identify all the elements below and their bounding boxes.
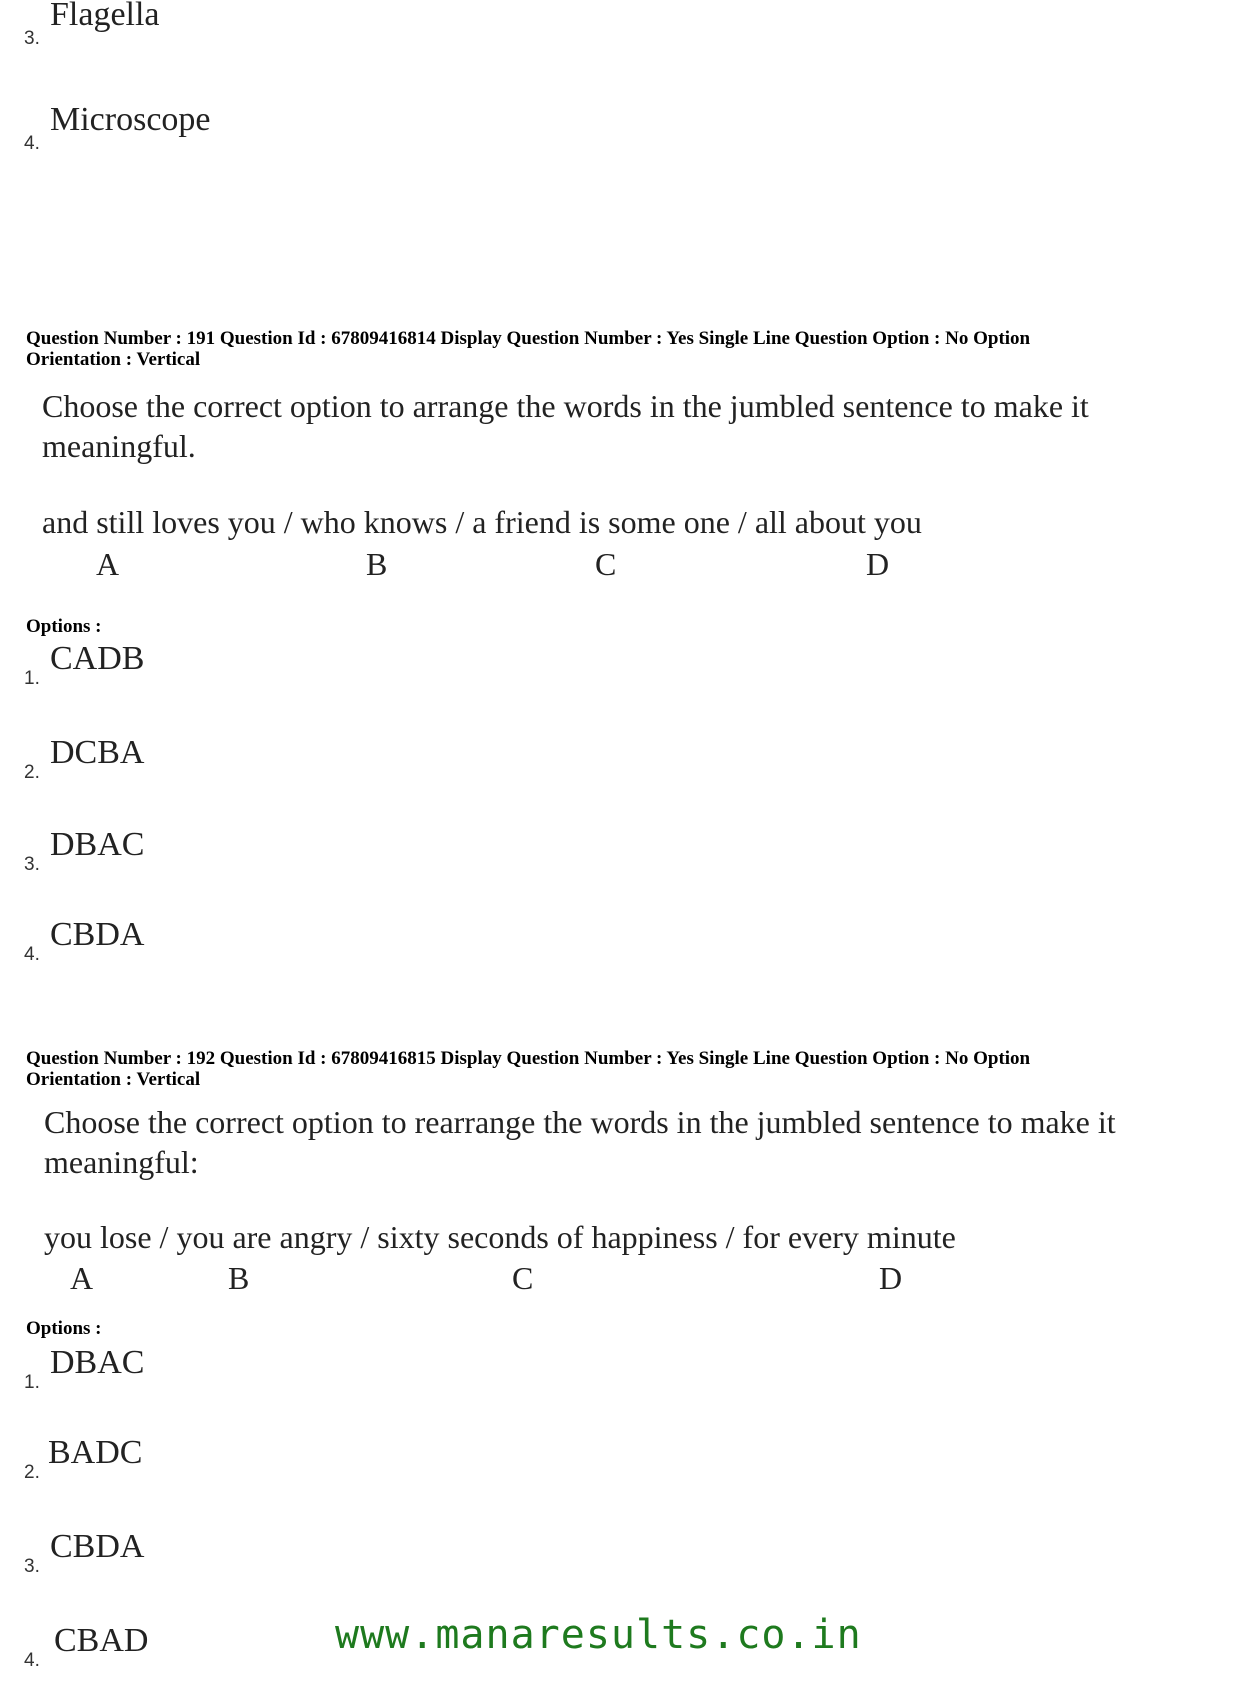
option-text: BADC	[48, 1434, 143, 1471]
question-text-line: Choose the correct option to arrange the words in the jumbled sentence to make it	[42, 388, 1089, 424]
site-watermark: www.manaresults.co.in	[335, 1612, 862, 1658]
option-text: DBAC	[50, 1344, 145, 1381]
segment-letter-b: B	[228, 1260, 250, 1296]
option-item	[24, 1334, 324, 1394]
option-item	[24, 95, 324, 155]
option-text: CADB	[50, 640, 145, 677]
option-number: 3.	[24, 854, 40, 875]
option-number: 4.	[24, 133, 40, 154]
option-text: CBAD	[54, 1622, 149, 1659]
jumbled-sentence: and still loves you / who knows / a friend is some one / all about you	[42, 504, 922, 540]
question-meta-line: Orientation : Vertical	[26, 349, 201, 370]
option-number: 1.	[24, 1372, 40, 1393]
option-text: Flagella	[50, 0, 160, 33]
question-text-line: meaningful.	[42, 428, 196, 464]
segment-letter-a: A	[96, 546, 120, 582]
option-item	[24, 1424, 324, 1484]
segment-letter-a: A	[70, 1260, 94, 1296]
option-item	[24, 724, 324, 784]
option-text: DBAC	[50, 826, 145, 863]
option-item	[24, 1612, 324, 1672]
question-text-line: meaningful:	[44, 1144, 199, 1180]
jumbled-sentence: you lose / you are angry / sixty seconds of happiness / for every minute	[44, 1219, 956, 1255]
segment-letter-d: D	[879, 1260, 903, 1296]
option-item	[24, 630, 324, 690]
option-number: 4.	[24, 1650, 40, 1671]
segment-letter-c: C	[595, 546, 617, 582]
option-item	[24, 816, 324, 876]
option-item	[24, 0, 324, 50]
option-text: CBDA	[50, 916, 145, 953]
option-number: 3.	[24, 28, 40, 49]
option-number: 2.	[24, 762, 40, 783]
option-number: 4.	[24, 944, 40, 965]
segment-letter-b: B	[366, 546, 388, 582]
option-item	[24, 1518, 324, 1578]
option-item	[24, 906, 324, 966]
question-meta-line: Question Number : 191 Question Id : 67809416814 Display Question Number : Yes Single Line Question Option : No Option	[26, 328, 1031, 349]
question-text-line: Choose the correct option to rearrange the words in the jumbled sentence to make it	[44, 1104, 1116, 1140]
question-meta-line: Question Number : 192 Question Id : 67809416815 Display Question Number : Yes Single Line Question Option : No Option	[26, 1048, 1031, 1069]
segment-letter-d: D	[866, 546, 890, 582]
segment-letter-c: C	[512, 1260, 534, 1296]
options-label: Options :	[26, 1318, 102, 1339]
option-number: 1.	[24, 668, 40, 689]
option-text: CBDA	[50, 1528, 145, 1565]
option-number: 3.	[24, 1556, 40, 1577]
option-number: 2.	[24, 1462, 40, 1483]
options-label: Options :	[26, 616, 102, 637]
question-meta-line: Orientation : Vertical	[26, 1069, 201, 1090]
option-text: DCBA	[50, 734, 145, 771]
option-text: Microscope	[50, 101, 211, 138]
